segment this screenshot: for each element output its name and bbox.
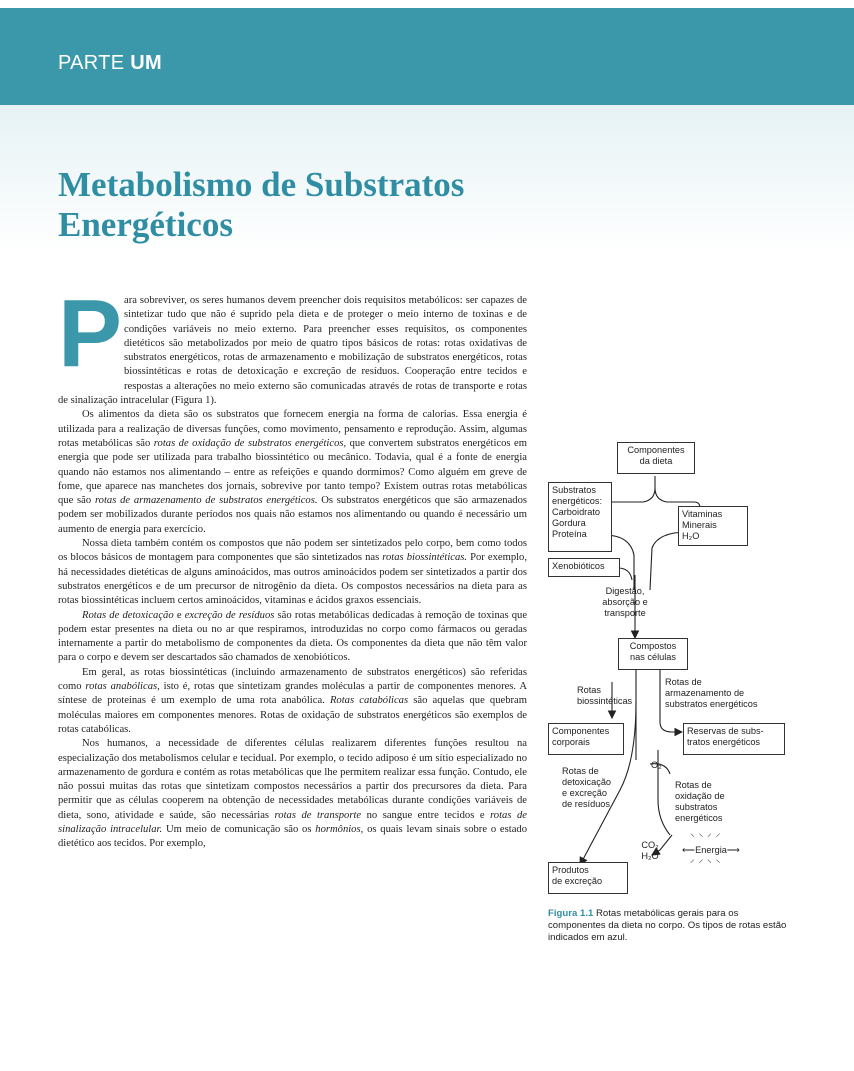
oxidation-label (675, 780, 755, 824)
o2-label: O₂ (651, 760, 662, 770)
reserves-line-2: tratos energéticos (687, 737, 761, 747)
text-run: rotas de armazenamento de substratos energéticos. (94, 495, 318, 507)
reserves-line-1: Reservas de subs- (687, 726, 764, 736)
text-run: rotas anabólicas, (85, 681, 160, 693)
oxidation-line-3: substratos (675, 802, 718, 812)
chapter-title-line-1: Metabolismo de Substratos (58, 165, 465, 204)
text-run: e (173, 609, 185, 621)
text-run: Por exemplo, há necessidades dietéticas de alguns aminoácidos, mas outros aminoácidos podem ser sintetizados a partir dos substratos energéticos e de um precursor de nitrogênio da dieta. Os compostos necessários na dieta para as rotas biossintéticas incluem certos aminoácidos, vitaminas e ácidos graxos essenciais. (58, 552, 527, 607)
detox-line-1: Rotas de (562, 766, 599, 776)
xenobiotics-box (548, 558, 620, 577)
caption-text: Rotas metabólicas gerais para os componentes da dieta no corpo. Os tipos de rotas estão indicados em azul. (548, 908, 787, 944)
biosynthetic-label (577, 685, 657, 707)
text-run: excreção de resíduos (184, 609, 275, 621)
chapter-title-line-2: Energéticos (58, 205, 233, 244)
text-run: são rotas metabólicas dedicadas à remoção de toxinas que podem estar presentes na dieta ou no ar que respiramos, introduzidas no corpo como fármacos ou geradas internamente a partir do metabolismo de componentes da dieta. Os componentes da dieta que não têm valor para o corpo e devem ser descartados são chamados de xenobióticos. (58, 609, 528, 664)
xenobiotics-label: Xenobióticos (552, 561, 605, 571)
text-run: rotas biossintéticas. (382, 552, 468, 564)
detox-line-2: detoxicação (562, 777, 612, 787)
energy-label: ⟵Energia⟶ (682, 845, 741, 855)
text-run: isto é, rotas que sintetizam grandes moléculas a partir de componentes menores. A síntese de proteínas é um exemplo de uma rota anabólica. (58, 681, 527, 707)
body-components-line-2: corporais (552, 737, 590, 747)
paragraph-5 (58, 666, 527, 737)
substrates-line-4: Gordura (552, 518, 586, 528)
energy-reserves-box (683, 723, 785, 755)
text-run: no sangue entre tecidos e (361, 809, 491, 821)
text-run: Rotas de detoxicação (82, 609, 174, 621)
paragraph-1 (58, 280, 527, 408)
drop-cap: P (58, 280, 123, 387)
arrow-xenobiotics-merge (618, 568, 632, 580)
paragraph-2 (58, 408, 527, 537)
h2o-label: H₂O (641, 851, 659, 861)
storage-label (665, 677, 785, 710)
storage-line-1: Rotas de (665, 677, 702, 687)
text-run: Rotas catabólicas (329, 695, 409, 707)
vitamins-line-1: Vitaminas (682, 509, 723, 519)
substrates-line-5: Proteína (552, 529, 587, 539)
metabolic-pathways-diagram (540, 440, 840, 900)
cell-compounds-box (618, 638, 688, 670)
vitamins-box (678, 506, 748, 546)
energy-rays-bottom-icon: ⸍⸍⸌⸌ (690, 858, 725, 868)
cell-compounds-line-2: nas células (630, 652, 676, 662)
paragraph-3 (58, 537, 527, 608)
text-run: Os alimentos da dieta são os substratos que fornecem energia na forma de calorias. Essa energia é utilizada para a realização de diversas funções, como movimento, pensamento e reprodução. Assim, algumas rotas metabólicas são (58, 409, 527, 449)
part-number: UM (130, 52, 162, 74)
text-run: Nossa dieta também contém os compostos que não podem ser sintetizados pelo corpo, bem como todos os blocos básicos de montagem para componentes que são sintetizados nas (58, 538, 527, 564)
substrates-line-1: Substratos (552, 485, 596, 495)
vitamins-line-2: Minerais (682, 520, 717, 530)
co2-h2o-label (638, 840, 662, 862)
text-run: rotas de oxidação de substratos energéticos, (153, 437, 347, 449)
energy-substrates-box (548, 482, 612, 552)
text-run: rotas de transporte (274, 809, 362, 821)
text-run: hormônios, (315, 823, 364, 835)
detox-label (562, 766, 642, 810)
chapter-title (58, 165, 464, 245)
substrates-line-2: energéticos: (552, 496, 603, 506)
paragraph-4 (58, 609, 527, 666)
figure-caption (548, 908, 798, 945)
oxidation-line-2: oxidação de (675, 791, 725, 801)
body-components-line-1: Componentes (552, 726, 610, 736)
oxidation-line-4: energéticos (675, 813, 723, 823)
storage-line-2: armazenamento de (665, 688, 745, 698)
energy-rays-top-icon: ⸌⸌⸍⸍ (690, 832, 725, 842)
cell-compounds-line-1: Compostos (629, 641, 677, 651)
digestion-label (585, 586, 665, 619)
digestion-line-3: transporte (604, 608, 646, 618)
substrates-line-3: Carboidrato (552, 507, 601, 517)
dietary-components-line-2: da dieta (639, 456, 673, 466)
text-run: que convertem substratos energéticos em energia que pode ser utilizada para trabalho biossintético ou mecânico. Todavia, qual é a fonte de energia quando não estamos nos alimentando – entre as refeições e quando dormimos? Como alguém em greve de fome, que aparece nas manchetes dos jornais, sobrevive por tanto tempo? Existem outras rotas metabólicas que são (58, 437, 527, 507)
text-run: Um meio de comunicação são os (162, 823, 316, 835)
dietary-components-box (617, 442, 695, 474)
text-run: Os substratos energéticos que são armazenados podem ser mobilizados durante períodos nos quais não estamos nos alimentando ou quando é necessário um aumento de energia para exercício. (58, 495, 527, 535)
oxidation-line-1: Rotas de (675, 780, 712, 790)
text-run: são aquelas que quebram moléculas maiores em componentes menores. Rotas de oxidação de substratos energéticos são exemplos de rotas catabólicas. (58, 695, 527, 735)
digestion-line-1: Digestão, (605, 586, 645, 596)
storage-line-3: substratos energéticos (665, 699, 758, 709)
body-text (58, 280, 528, 852)
detox-line-4: de resíduos (562, 799, 611, 809)
part-banner (0, 8, 854, 105)
excretion-products-box (548, 862, 628, 894)
body-components-box (548, 723, 624, 755)
text-run: os quais levam sinais sobre o estado dietético aos tecidos. Por exemplo, (58, 823, 527, 850)
figure-label: Figura 1.1 (548, 908, 594, 919)
co2-label: CO₂ (641, 840, 659, 850)
vitamins-line-3: H₂O (682, 531, 700, 541)
detox-line-3: e excreção (562, 788, 607, 798)
text-run: ara sobreviver, os seres humanos devem preencher dois requisitos metabólicos: ser capazes de sintetizar tudo que não é suprido pela dieta e de proteger o meio interno de toxinas e de condições variáveis no meio externo. Para preencher esses requisitos, os componentes dietéticos são metabolizados por meio de quatro tipos básicos de rotas: rotas oxidativas de substratos energéticos, rotas de armazenamento e mobilização de substratos energéticos, rotas biossintéticas e rotas de detoxicação e excreção de resíduos. Cooperação entre tecidos e respostas a alterações no meio externo são comunicadas através de rotas de transporte e rotas de sinalização intracelular (Figura 1). (58, 295, 527, 407)
products-line-1: Produtos (552, 865, 589, 875)
products-line-2: de excreção (552, 876, 603, 886)
text-run: rotas de sinalização intracelular. (58, 809, 527, 835)
paragraph-6 (58, 737, 527, 851)
digestion-line-2: absorção e (602, 597, 648, 607)
biosynthetic-line-2: biossintéticas (577, 696, 633, 706)
text-run: Em geral, as rotas biossintéticas (incluindo armazenamento de substratos energéticos) são referidas como (58, 666, 527, 693)
biosynthetic-line-1: Rotas (577, 685, 602, 695)
part-label: PARTE UM (58, 52, 162, 74)
arrow-components-to-vitamins (655, 488, 700, 508)
dietary-components-line-1: Componentes (627, 445, 685, 455)
energy-text: Energia (695, 845, 727, 855)
text-run: Nos humanos, a necessidade de diferentes células realizarem diferentes funções resultou na especialização dos metabolismos celular e tecidual. Por exemplo, o tecido adiposo é um sítio especializado no armazenamento de gordura e contém as rotas metabólicas que lhe permitem realizar essa função. Contudo, ele não possui muitas das rotas que sintetizam compostos necessários a partir dos precursores da dieta. Para permitir que as células cooperem na obtenção de necessidades metabólicas durante condições variáveis de dieta, sono, atividade e saúde, são necessárias (58, 738, 527, 821)
